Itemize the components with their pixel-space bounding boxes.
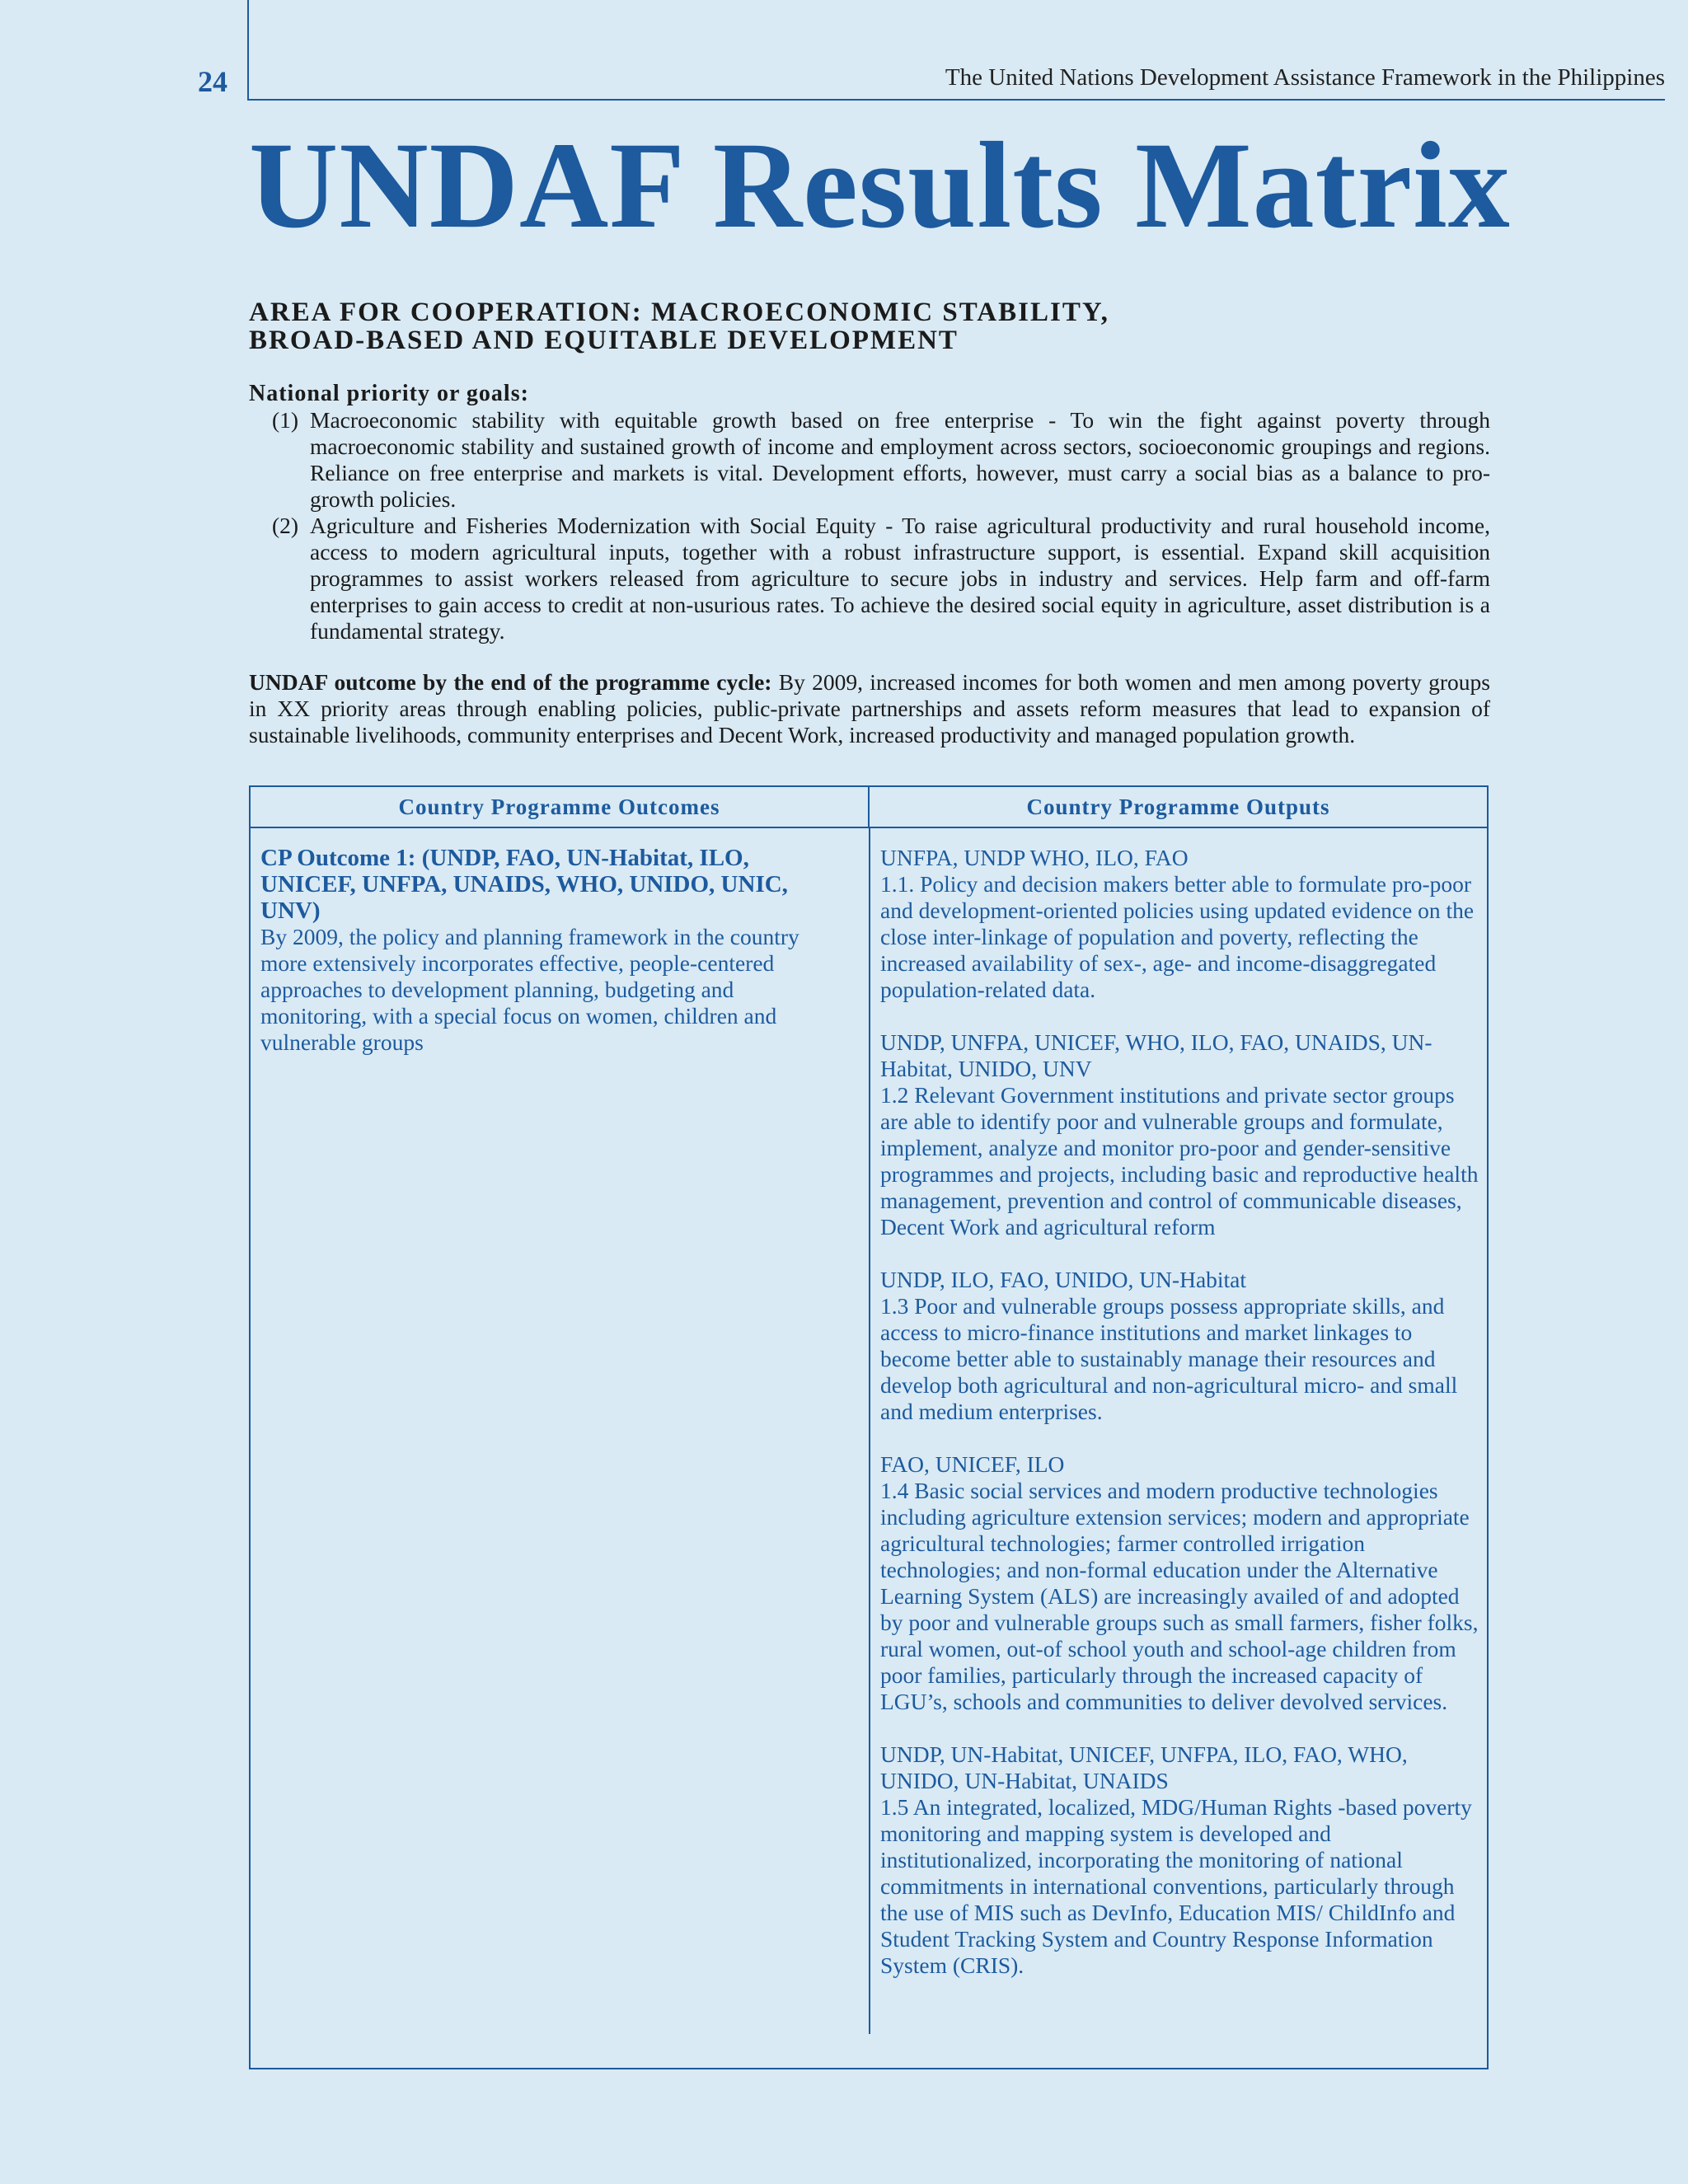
output-agencies: UNDP, ILO, FAO, UNIDO, UN-Habitat — [880, 1267, 1247, 1292]
matrix-header-row — [251, 787, 1487, 828]
output-text: 1.2 Relevant Government institutions and private sector groups are able to identify poor and vulnerable groups and formulate, implement, analyze and monitor pro-poor and gender-sensitive programmes and projects, including basic and reproductive health management, prevention and control of communicable diseases, Decent Work and agricultural reform — [880, 1082, 1479, 1240]
output-agencies: UNDP, UNFPA, UNICEF, WHO, ILO, FAO, UNAIDS, UN-Habitat, UNIDO, UNV — [880, 1029, 1432, 1081]
output-agencies: FAO, UNICEF, ILO — [880, 1451, 1065, 1477]
goal-text: Macroeconomic stability with equitable growth based on free enterprise - To win the fight against poverty through macroeconomic stability and sustained growth of income and employment across sectors, socioeconomic groupings and regions. Reliance on free enterprise and markets is vital. Development efforts, however, must carry a social bias as a balance to pro-growth policies. — [310, 407, 1490, 512]
output-item — [880, 1451, 1480, 1715]
cp-outcome-title: CP Outcome 1: (UNDP, FAO, UN-Habitat, ILO, UNICEF, UNFPA, UNAIDS, WHO, UNIDO, UNIC, UNV) — [260, 845, 788, 924]
running-header: The United Nations Development Assistance Framework in the Philippines — [945, 64, 1665, 91]
header-outputs: Country Programme Outputs — [1026, 794, 1330, 819]
output-agencies: UNDP, UN-Habitat, UNICEF, UNFPA, ILO, FAO, WHO, UNIDO, UN-Habitat, UNAIDS — [880, 1741, 1408, 1793]
cp-outcome-text: By 2009, the policy and planning framework in the country more extensively incorporates effective, people-centered approaches to development planning, budgeting and monitoring, with a special focus on women, children and vulnerable groups — [260, 924, 799, 1055]
area-heading-line2: BROAD-BASED AND EQUITABLE DEVELOPMENT — [249, 326, 959, 355]
page-number: 24 — [198, 65, 227, 98]
undaf-outcome-label: UNDAF outcome by the end of the programme cycle: — [249, 669, 772, 695]
goal-item — [272, 513, 1490, 644]
goal-item — [272, 407, 1490, 513]
goals-list — [272, 407, 1490, 644]
header-horizontal-rule — [247, 99, 1665, 101]
goal-number: (2) — [272, 513, 299, 538]
output-agencies: UNFPA, UNDP WHO, ILO, FAO — [880, 845, 1189, 870]
output-item — [880, 1029, 1480, 1240]
header-vertical-rule — [247, 0, 249, 101]
output-item — [880, 1741, 1480, 1979]
priority-label: National priority or goals: — [249, 381, 529, 406]
output-item — [880, 845, 1480, 1003]
undaf-outcome — [249, 669, 1490, 748]
outputs-column — [880, 845, 1480, 2005]
area-heading-line1: AREA FOR COOPERATION: MACROECONOMIC STABILITY, — [249, 298, 1109, 327]
undaf-outcome-text: By 2009, increased incomes for both women and men among poverty groups in XX priority areas through enabling policies, public-private partnerships and assets reform measures that lead to expansion of sustainable livelihoods, community enterprises and Decent Work, increased productivity and managed population growth. — [249, 669, 1491, 748]
header-outcomes: Country Programme Outcomes — [251, 787, 870, 827]
output-text: 1.4 Basic social services and modern productive technologies including agriculture extension services; modern and appropriate agricultural technologies; farmer controlled irrigation technologies; and non-formal education under the Alternative Learning System (ALS) are increasingly availed of and adopted by poor and vulnerable groups such as small farmers, fisher folks, rural women, out-of school youth and school-age children from poor families, particularly through the increased capacity of LGU’s, schools and communities to deliver devolved services. — [880, 1478, 1479, 1714]
goal-number: (1) — [272, 407, 299, 433]
outcomes-column — [260, 845, 837, 1056]
area-heading — [249, 298, 1485, 354]
results-matrix-table — [249, 785, 1489, 2069]
page-title: UNDAF Results Matrix — [249, 117, 1511, 254]
output-text: 1.1. Policy and decision makers better able to formulate pro-poor and development-oriented policies using updated evidence on the close inter-linkage of population and poverty, reflecting the increased availability of sex-, age- and income-disaggregated population-related data. — [880, 871, 1475, 1002]
output-item — [880, 1267, 1480, 1425]
goal-text: Agriculture and Fisheries Modernization with Social Equity - To raise agricultural productivity and rural household income, access to modern agricultural inputs, together with a robust infrastructure support, is essential. Expand skill acquisition programmes to assist workers released from agriculture to secure jobs in industry and services. Help farm and off-farm enterprises to gain access to credit at non-usurious rates. To achieve the desired social equity in agriculture, asset distribution is a fundamental strategy. — [310, 513, 1490, 644]
output-text: 1.5 An integrated, localized, MDG/Human Rights -based poverty monitoring and mapping system is developed and institutionalized, incorporating the monitoring of national commitments in international conventions, particularly through the use of MIS such as DevInfo, Education MIS/ ChildInfo and Student Tracking System and Country Response Information System (CRIS). — [880, 1794, 1472, 1978]
output-text: 1.3 Poor and vulnerable groups possess appropriate skills, and access to micro-finance institutions and market linkages to become better able to sustainably manage their resources and develop both agricultural and non-agricultural micro- and small and medium enterprises. — [880, 1293, 1458, 1424]
column-divider — [869, 827, 870, 2034]
